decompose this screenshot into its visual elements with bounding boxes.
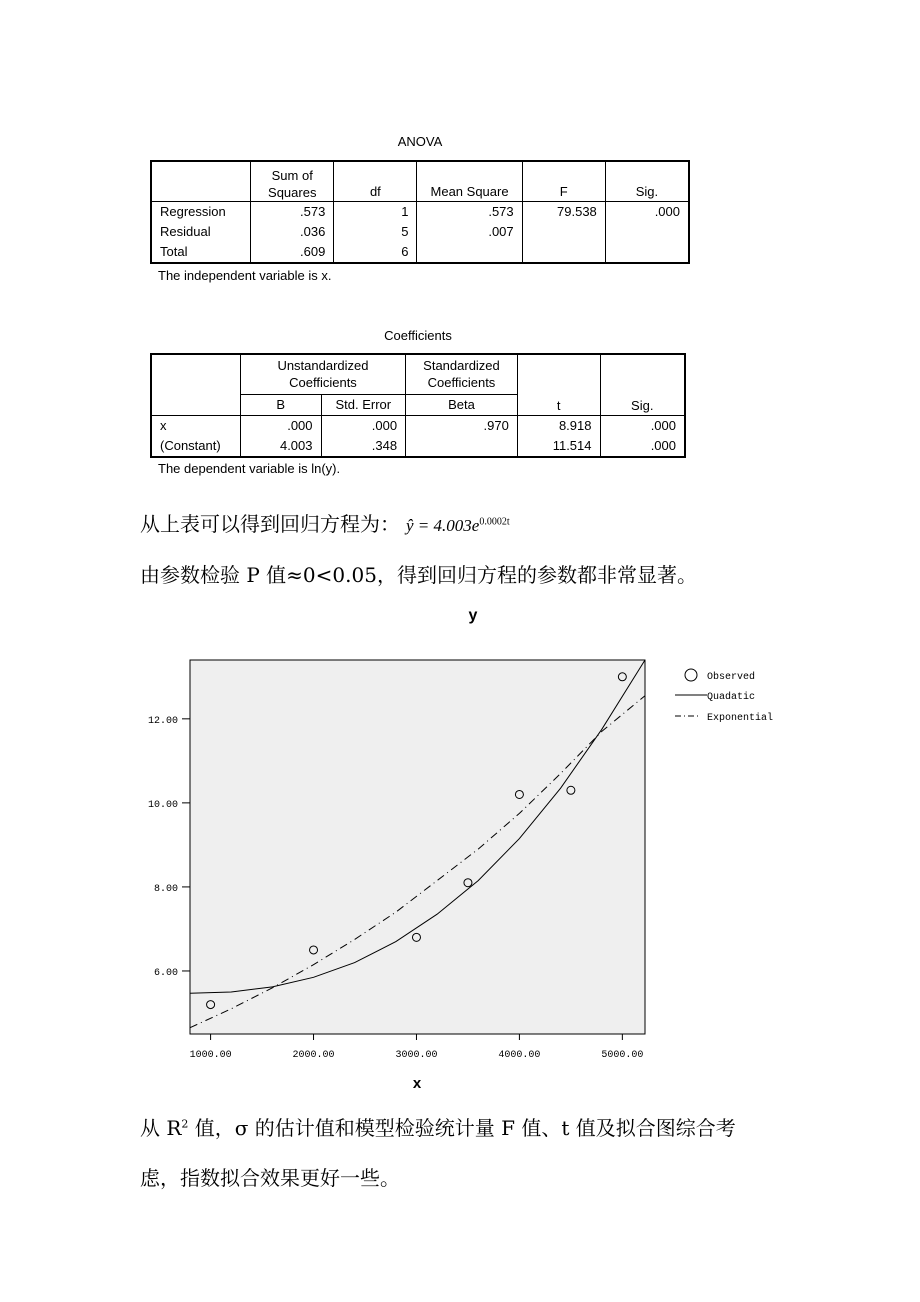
table-row: Total .609 6 <box>151 242 689 263</box>
legend-exponential-label: Exponential <box>707 713 774 724</box>
y-tick-label: 12.00 <box>147 715 178 727</box>
anova-table <box>150 160 690 264</box>
x-tick-label: 4000.00 <box>498 1050 541 1061</box>
coef-header-std: Standardized Coefficients <box>406 354 518 394</box>
y-tick-label: 6.00 <box>153 967 178 979</box>
table-row: Residual .036 5 .007 <box>151 222 689 242</box>
coef-header-t: t <box>517 354 600 415</box>
table-row: x .000 .000 .970 8.918 .000 <box>151 415 685 436</box>
coefficients-footnote: The dependent variable is ln(y). <box>158 461 341 476</box>
legend-observed-label: Observed <box>707 672 756 683</box>
regression-formula: ŷ = $4.003e^{0.0002t}$ <box>406 516 510 535</box>
table-row: (Constant) 4.003 .348 11.514 .000 <box>151 436 685 457</box>
coef-header-unstd: Unstandardized Coefficients <box>240 354 405 394</box>
x-tick-label: 5000.00 <box>601 1050 644 1061</box>
text-line-1: 从上表可以得到回归方程为： ŷ = $4.003e^{0.0002t}$ <box>140 512 510 536</box>
fit-chart <box>130 598 790 1098</box>
anova-header-ms: Mean Square <box>417 161 522 201</box>
anova-footnote: The independent variable is x. <box>158 268 332 283</box>
anova-title: ANOVA <box>397 134 443 149</box>
coef-header-empty <box>151 354 240 415</box>
y-tick-label: 8.00 <box>153 883 178 895</box>
y-tick-label: 10.00 <box>147 799 178 811</box>
table-row: Regression .573 1 .573 79.538 .000 <box>151 201 689 222</box>
coef-header-se: Std. Error <box>321 394 406 415</box>
anova-header-f: F <box>522 161 605 201</box>
x-tick-label: 3000.00 <box>395 1050 438 1061</box>
plot-area <box>190 660 645 1034</box>
coef-header-beta: Beta <box>406 394 518 415</box>
text-line-2: 由参数检验 P 值≈0<0.05，得到回归方程的参数都非常显著。 <box>140 563 697 587</box>
legend-observed-marker <box>685 669 697 681</box>
anova-header-ss: Sum of Squares <box>251 161 334 201</box>
chart-xlabel: x <box>412 1075 422 1092</box>
text-line-3: 从 $R^2$ 值，σ 的估计值和模型检验统计量 F 值、t 值及拟合图综合考 <box>140 1116 736 1140</box>
chart-legend <box>675 669 773 724</box>
anova-header-df: df <box>334 161 417 201</box>
legend-quadratic-label: Quadatic <box>707 692 756 703</box>
chart-title: y <box>468 607 478 624</box>
coefficients-title: Coefficients <box>384 328 452 343</box>
coefficients-table <box>150 353 686 458</box>
coef-header-sig: Sig. <box>600 354 685 415</box>
anova-header-empty <box>151 161 251 201</box>
x-tick-label: 2000.00 <box>292 1050 335 1061</box>
text-line-4: 虑，指数拟合效果更好一些。 <box>140 1166 400 1190</box>
coef-header-b: B <box>240 394 321 415</box>
x-tick-label: 1000.00 <box>189 1050 232 1061</box>
anova-header-sig: Sig. <box>605 161 689 201</box>
